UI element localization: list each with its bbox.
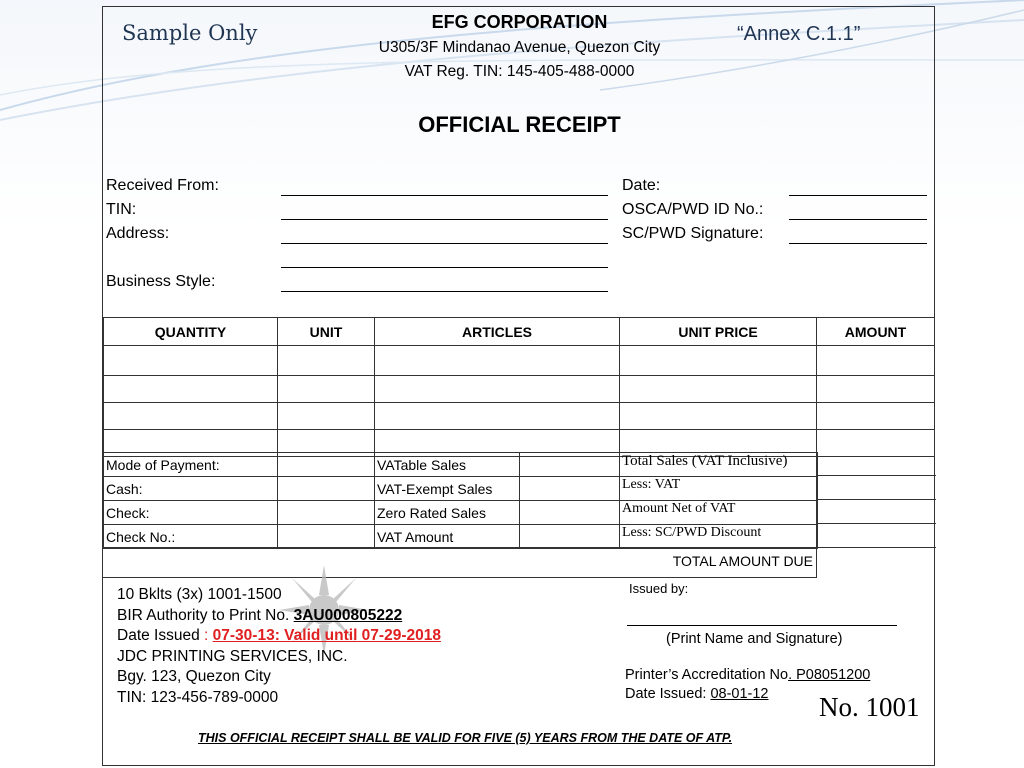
zero-rated-sales-label: Zero Rated Sales — [375, 501, 520, 525]
receipt-number: No. 1001 — [819, 692, 920, 722]
vat-amount-label: VAT Amount — [375, 525, 520, 549]
table-cell[interactable] — [375, 403, 620, 430]
vat-amount-value[interactable] — [520, 525, 620, 549]
date-issued-label: Date Issued — [117, 627, 200, 644]
sc-pwd-signature-line[interactable] — [789, 243, 927, 244]
accreditation-label: Printer’s Accreditation No — [625, 667, 789, 683]
amount-divider — [816, 523, 936, 524]
table-cell[interactable] — [278, 403, 375, 430]
received-from-label: Received From: — [106, 177, 219, 194]
table-cell[interactable] — [620, 376, 817, 403]
summary-amount-column[interactable] — [816, 452, 937, 577]
accreditation-number: . P08051200 — [788, 667, 871, 683]
check-value[interactable] — [278, 501, 375, 525]
amount-divider — [816, 547, 936, 548]
amount-divider — [816, 475, 936, 476]
summary-row — [104, 501, 818, 525]
vat-exempt-sales-value[interactable] — [520, 477, 620, 501]
accreditation-date-line — [625, 686, 769, 702]
check-label: Check: — [104, 501, 278, 525]
address-label: Address: — [106, 225, 170, 242]
date-issued-separator: : — [204, 627, 209, 644]
sc-pwd-signature-label: SC/PWD Signature: — [622, 225, 764, 242]
mode-of-payment-value[interactable] — [278, 453, 375, 477]
column-header-articles: ARTICLES — [375, 318, 620, 346]
items-header-row — [104, 318, 935, 346]
total-amount-due-label: TOTAL AMOUNT DUE — [672, 553, 813, 569]
mode-of-payment-label: Mode of Payment: — [104, 453, 278, 477]
annex-label: “Annex C.1.1” — [737, 23, 861, 45]
printer-tin: TIN: 123-456-789-0000 — [117, 688, 279, 706]
bir-authority-label: BIR Authority to Print No. — [117, 606, 290, 624]
table-row — [104, 403, 935, 430]
amount-net-of-vat-label: Amount Net of VAT — [620, 501, 818, 525]
booklets-text: 10 Bklts (3x) 1001-1500 — [117, 586, 282, 603]
table-cell[interactable] — [620, 403, 817, 430]
date-issued-value: 07-30-13: Valid until 07-29-2018 — [212, 627, 441, 644]
table-row — [104, 346, 935, 376]
table-row — [104, 376, 935, 403]
sample-only-label: Sample Only — [122, 21, 258, 45]
address-line-2[interactable] — [281, 267, 608, 268]
printer-address: Bgy. 123, Quezon City — [117, 668, 271, 685]
date-issued-line — [117, 626, 441, 647]
column-header-amount: AMOUNT — [817, 318, 935, 346]
table-cell[interactable] — [278, 346, 375, 376]
less-sc-pwd-discount-label: Less: SC/PWD Discount — [620, 525, 818, 549]
vatable-sales-label: VATable Sales — [375, 453, 520, 477]
table-cell[interactable] — [817, 376, 935, 403]
issued-by-label: Issued by: — [629, 581, 689, 596]
table-cell[interactable] — [278, 376, 375, 403]
summary-table — [103, 452, 818, 549]
printer-name: JDC PRINTING SERVICES, INC. — [117, 647, 348, 665]
table-cell[interactable] — [620, 346, 817, 376]
column-header-quantity: QUANTITY — [104, 318, 278, 346]
date-line[interactable] — [789, 195, 927, 196]
check-no-label: Check No.: — [104, 525, 278, 549]
accreditation-line — [625, 667, 870, 683]
bir-authority-line — [117, 606, 441, 627]
table-cell[interactable] — [817, 346, 935, 376]
summary-row — [104, 453, 818, 477]
column-header-unit: UNIT — [278, 318, 375, 346]
tin-line[interactable] — [281, 219, 608, 220]
accreditation-date-label: Date Issued: — [625, 686, 707, 702]
table-cell[interactable] — [104, 403, 278, 430]
summary-row — [104, 525, 818, 549]
business-style-label: Business Style: — [106, 273, 216, 290]
table-cell[interactable] — [375, 376, 620, 403]
cash-label: Cash: — [104, 477, 278, 501]
total-amount-due-row — [103, 547, 817, 578]
check-no-value[interactable] — [278, 525, 375, 549]
column-header-unit-price: UNIT PRICE — [620, 318, 817, 346]
address-line-1[interactable] — [281, 243, 608, 244]
items-table — [103, 317, 935, 457]
osca-pwd-id-line[interactable] — [789, 219, 927, 220]
receipt-title: OFFICIAL RECEIPT — [418, 112, 621, 137]
amount-divider — [816, 499, 936, 500]
company-address: U305/3F Mindanao Avenue, Quezon City — [378, 39, 661, 56]
table-cell[interactable] — [817, 403, 935, 430]
company-tin: VAT Reg. TIN: 145-405-488-0000 — [404, 63, 635, 80]
tin-label: TIN: — [106, 201, 137, 218]
accreditation-date: 08-01-12 — [710, 686, 769, 702]
osca-pwd-id-label: OSCA/PWD ID No.: — [622, 201, 764, 218]
printer-info-block — [117, 585, 441, 708]
less-vat-label: Less: VAT — [620, 477, 818, 501]
bir-authority-number: 3AU000805222 — [293, 606, 403, 624]
date-label: Date: — [622, 177, 661, 194]
table-cell[interactable] — [104, 376, 278, 403]
received-from-line[interactable] — [281, 195, 608, 196]
official-receipt-form — [102, 6, 935, 766]
issued-by-signature-line[interactable] — [627, 625, 897, 626]
company-name: EFG CORPORATION — [431, 12, 608, 32]
zero-rated-sales-value[interactable] — [520, 501, 620, 525]
table-cell[interactable] — [375, 346, 620, 376]
total-sales-label: Total Sales (VAT Inclusive) — [620, 453, 818, 477]
table-cell[interactable] — [104, 346, 278, 376]
vat-exempt-sales-label: VAT-Exempt Sales — [375, 477, 520, 501]
validity-note: THIS OFFICIAL RECEIPT SHALL BE VALID FOR FIVE (5) YEARS FROM THE DATE OF ATP. — [198, 731, 733, 745]
cash-value[interactable] — [278, 477, 375, 501]
print-name-signature-label: (Print Name and Signature) — [666, 631, 843, 647]
summary-row — [104, 477, 818, 501]
business-style-line[interactable] — [281, 291, 608, 292]
vatable-sales-value[interactable] — [520, 453, 620, 477]
